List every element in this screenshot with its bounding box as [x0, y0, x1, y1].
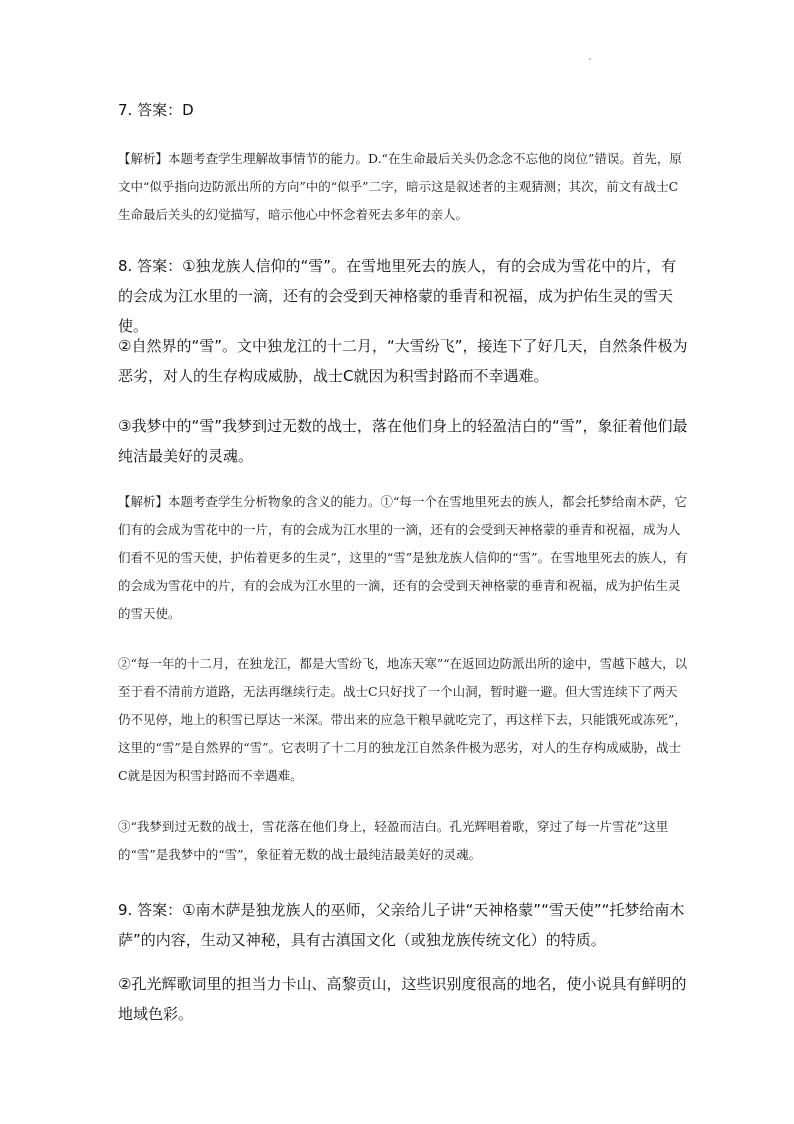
q8-analysis-1: 【解析】本题考查学生分析物象的含义的能力。①“每一个在雪地里死去的族人，都会托梦给南木萨，它们有的会成为雪花中的一片，有的会成为江水里的一滴，还有的会受到天神格蒙的垂青和祝福，成为人们看不见的雪天使，护佑着更多的生灵”，这里的“雪”是独龙族人信仰的“雪”。在雪地里死去的族人，有的会成为雪花中的片，有的会成为江水里的一滴，还有的会受到天神格蒙的垂青和祝福，成为护佑生灵的雪天使。: [118, 494, 688, 621]
q8-analysis-2: ②“每一年的十二月，在独龙江，都是大雪纷飞，地冻天寒”“在返回边防派出所的途中，雪越下越大，以至于看不清前方道路，无法再继续行走。战士C只好找了一个山洞，暂时避一避。但大雪连续下了两天仍不见停，地上的积雪已厚达一米深。带出来的应急干粮早就吃完了，再这样下去，只能饿死或冻死”，这里的“雪”是自然界的“雪”。它表明了十二月的独龙江自然条件极为恶劣，对人的生存构成威胁，战士C就是因为积雪封路而不幸遇难。: [118, 656, 688, 783]
q8-answer-2: ②自然界的“雪”。文中独龙江的十二月，“大雪纷飞”，接连下了好几天，自然条件极为恶劣，对人的生存构成威胁，战士C就因为积雪封路而不幸遇难。: [118, 337, 688, 385]
q8-answer-1: 8. 答案：①独龙族人信仰的“雪”。在雪地里死去的族人，有的会成为雪花中的片，有的会成为江水里的一滴，还有的会受到天神格蒙的垂青和祝福，成为护佑生灵的雪天使。: [118, 257, 677, 335]
scan-speck: [589, 58, 591, 60]
q8-analysis-3: ③“我梦到过无数的战士，雪花落在他们身上，轻盈而洁白。孔光辉唱着歌，穿过了每一片雪花”这里的“雪”是我梦中的“雪”，象征着无数的战士最纯洁最美好的灵魂。: [118, 819, 669, 862]
q8-answer-3: ③我梦中的“雪”我梦到过无数的战士，落在他们身上的轻盈洁白的“雪”，象征着他们最纯洁最美好的灵魂。: [118, 417, 688, 465]
q9-answer-2: ②孔光辉歌词里的担当力卡山、高黎贡山，这些识别度很高的地名，使小说具有鲜明的地域色彩。: [118, 975, 687, 1023]
q7-answer: 7. 答案：D: [118, 101, 194, 119]
q9-answer-1: 9. 答案：①南木萨是独龙族人的巫师，父亲给儿子讲“天神格蒙”“雪天使”“托梦给南木萨”的内容，生动又神秘，具有古滇国文化（或独龙族传统文化）的特质。: [118, 901, 685, 949]
q7-analysis: 【解析】本题考查学生理解故事情节的能力。D.“在生命最后关头仍念念不忘他的岗位”错误。首先，原文中“似乎指向边防派出所的方向”中的“似乎”二字，暗示这是叙述者的主观猜测；其次，前文有战士C生命最后关头的幻觉描写，暗示他心中怀念着死去多年的亲人。: [118, 151, 682, 222]
